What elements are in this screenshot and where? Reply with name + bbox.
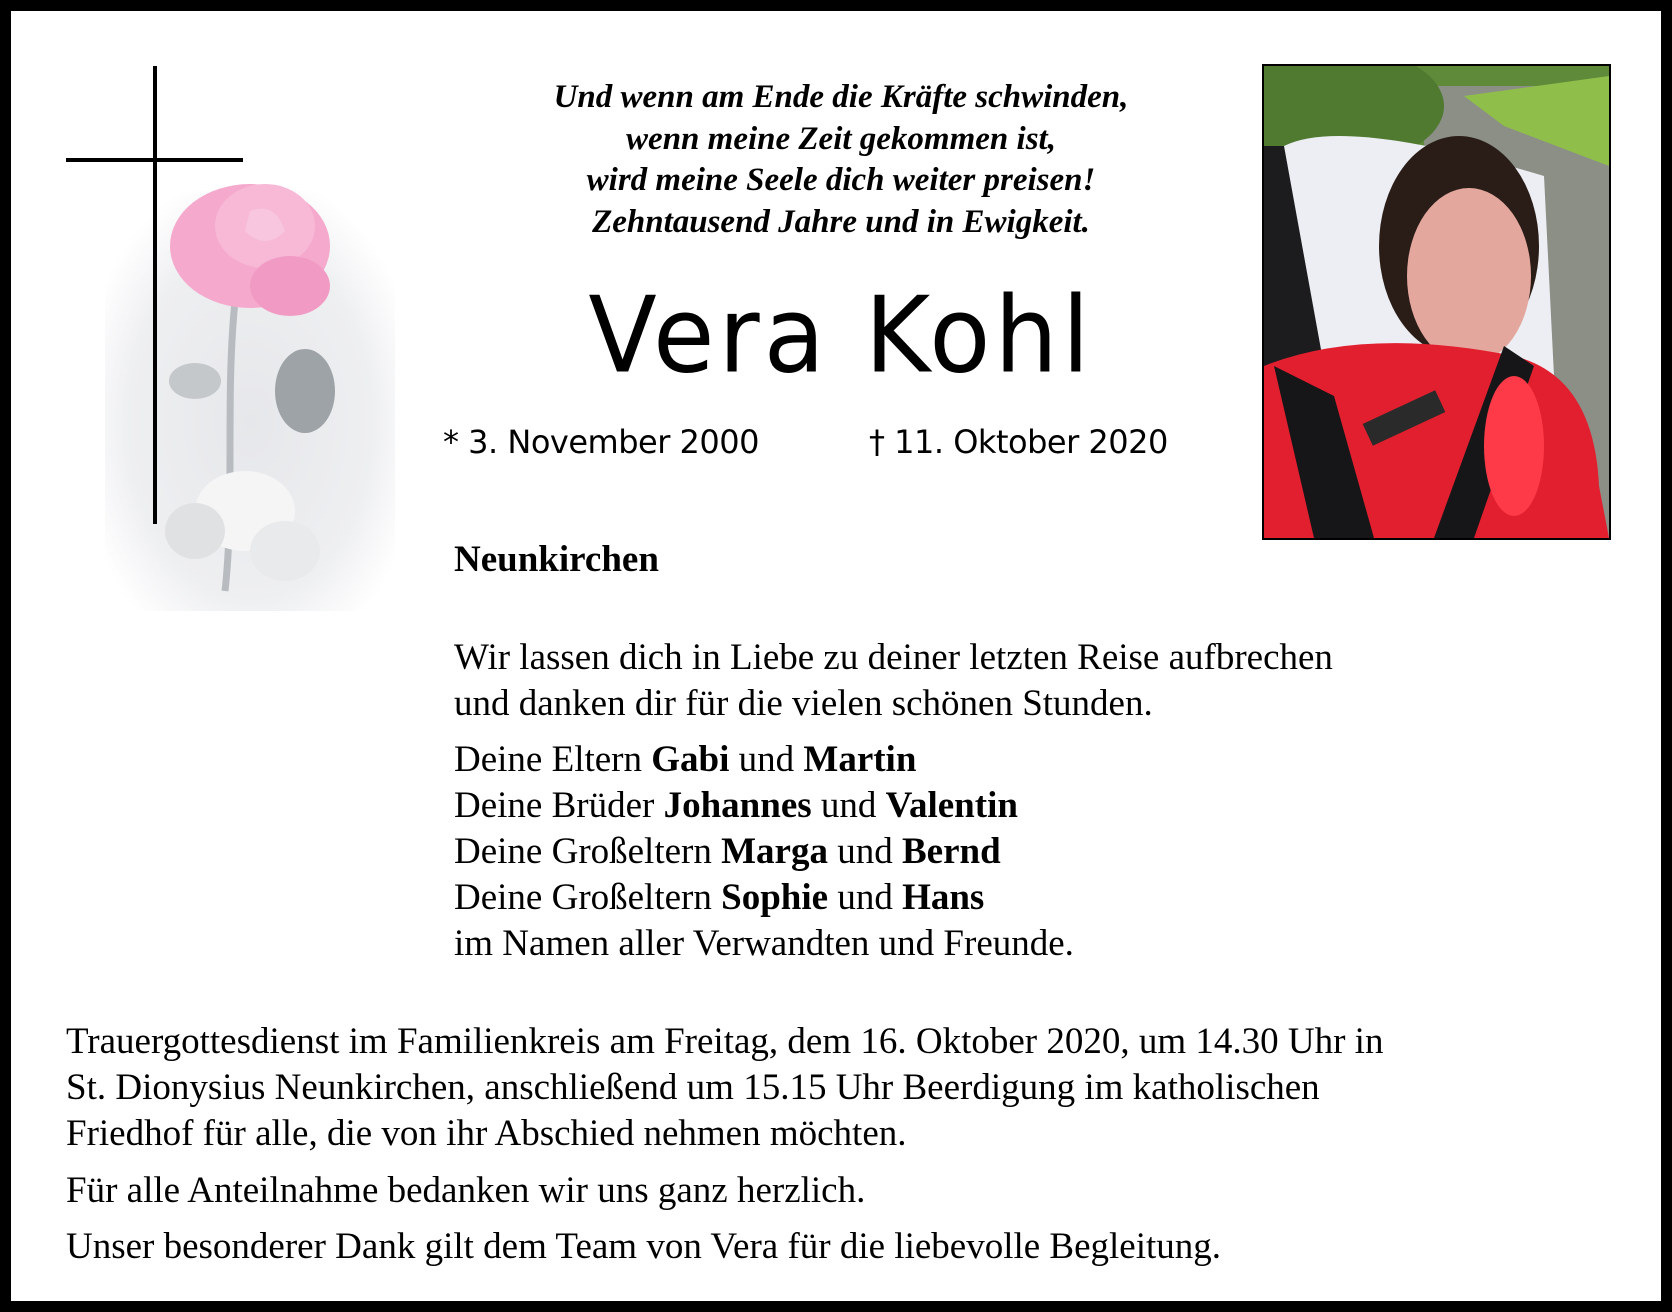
service-line: Trauergottesdienst im Familienkreis am Freitag, dem 16. Oktober 2020, um 14.30 Uhr in (66, 1021, 1384, 1062)
birth-date: * 3. November 2000 (443, 423, 759, 461)
service-line: Friedhof für alle, die von ihr Abschied nehmen möchten. (66, 1113, 907, 1154)
death-date: † 11. Oktober 2020 (869, 423, 1168, 461)
verse-line: wird meine Seele dich weiter preisen! (586, 162, 1096, 198)
portrait-photo (1262, 64, 1611, 540)
thanks: Für alle Anteilnahme bedanken wir uns ganz herzlich. (66, 1170, 866, 1211)
service-info (66, 1019, 1383, 1157)
closing-line: im Namen aller Verwandten und Freunde. (454, 923, 1074, 964)
verse-line: Zehntausend Jahre und in Ewigkeit. (592, 203, 1090, 240)
city: Neunkirchen (454, 539, 659, 580)
message-line: Wir lassen dich in Liebe zu deiner letzten Reise aufbrechen (454, 637, 1333, 678)
family-line: Deine Eltern Gabi und Martin (454, 739, 917, 780)
message-line: und danken dir für die vielen schönen Stunden. (454, 683, 1153, 724)
family-line: Deine Großeltern Marga und Bernd (454, 831, 1001, 872)
family-list (454, 737, 1074, 967)
family-line: Deine Brüder Johannes und Valentin (454, 785, 1018, 826)
verse-line: Und wenn am Ende die Kräfte schwinden, (553, 79, 1129, 115)
service-line: St. Dionysius Neunkirchen, anschließend um 15.15 Uhr Beerdigung im katholischen (66, 1067, 1320, 1108)
cross-horizontal (66, 158, 243, 162)
family-line: Deine Großeltern Sophie und Hans (454, 877, 985, 918)
special-thanks: Unser besonderer Dank gilt dem Team von Vera für die liebevolle Begleitung. (66, 1226, 1222, 1267)
deceased-name: Vera Kohl (588, 274, 1094, 397)
verse (331, 77, 1351, 243)
verse-line: wenn meine Zeit gekommen ist, (626, 120, 1056, 157)
cross-vertical (153, 66, 157, 524)
message (454, 635, 1333, 727)
